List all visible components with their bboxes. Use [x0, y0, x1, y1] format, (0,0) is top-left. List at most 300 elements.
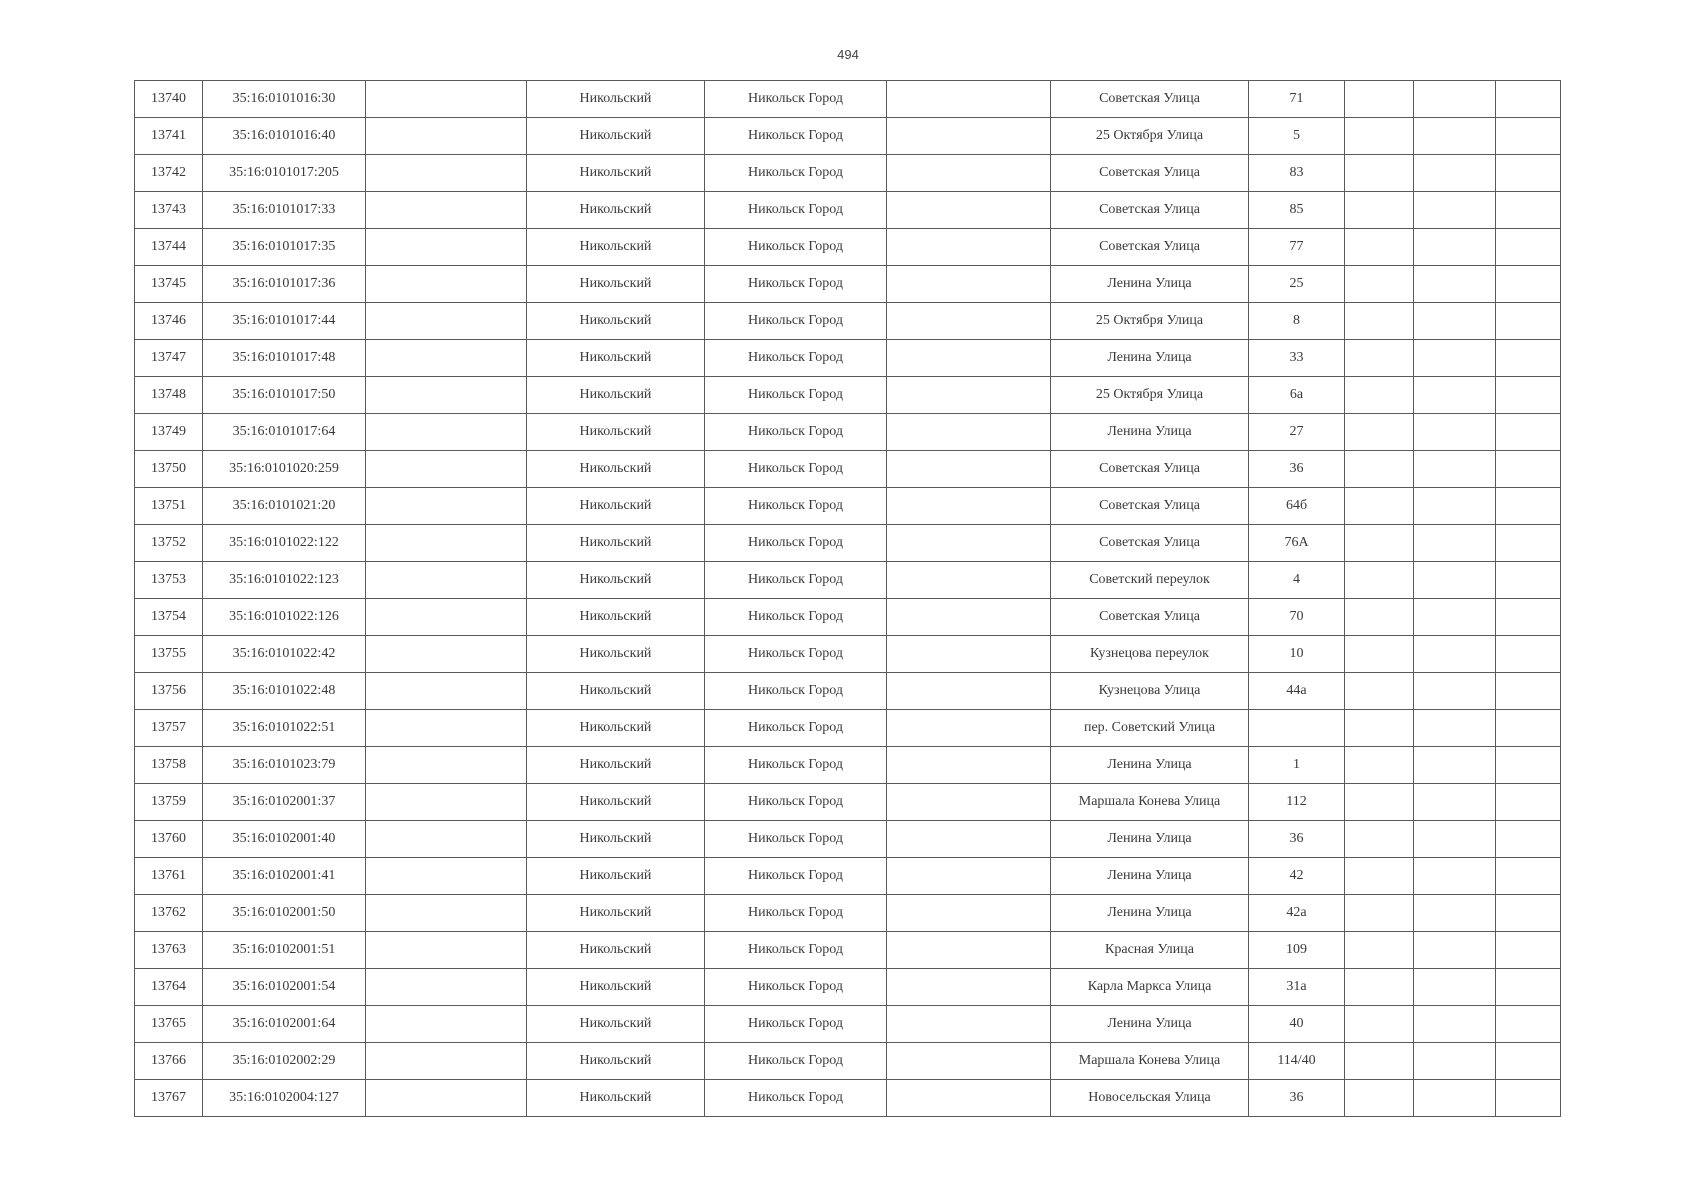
house-number-cell: [1249, 710, 1345, 747]
table-row: [135, 192, 1561, 229]
blank-col-6-cell: [887, 266, 1051, 303]
cadastral-number-cell: 35:16:0102001:54: [203, 969, 366, 1006]
cadastral-number-cell: 35:16:0101016:30: [203, 81, 366, 118]
blank-col-3-cell: [366, 525, 527, 562]
cadastral-number-cell: 35:16:0102001:40: [203, 821, 366, 858]
record-number-cell: 13748: [135, 377, 203, 414]
locality-cell: Никольск Город: [705, 710, 887, 747]
blank-col-9-cell: [1345, 155, 1414, 192]
blank-col-3-cell: [366, 710, 527, 747]
table-row: [135, 81, 1561, 118]
blank-col-9-cell: [1345, 488, 1414, 525]
district-cell: Никольский: [527, 895, 705, 932]
blank-col-10-cell: [1414, 821, 1496, 858]
blank-col-10-cell: [1414, 229, 1496, 266]
table-row: [135, 895, 1561, 932]
district-cell: Никольский: [527, 1080, 705, 1117]
blank-col-9-cell: [1345, 895, 1414, 932]
blank-col-10-cell: [1414, 932, 1496, 969]
blank-col-9-cell: [1345, 1006, 1414, 1043]
blank-col-6-cell: [887, 1043, 1051, 1080]
blank-col-11-cell: [1496, 895, 1561, 932]
district-cell: Никольский: [527, 821, 705, 858]
locality-cell: Никольск Город: [705, 266, 887, 303]
blank-col-3-cell: [366, 1043, 527, 1080]
blank-col-3-cell: [366, 451, 527, 488]
blank-col-11-cell: [1496, 303, 1561, 340]
blank-col-11-cell: [1496, 340, 1561, 377]
cadastral-number-cell: 35:16:0101017:33: [203, 192, 366, 229]
locality-cell: Никольск Город: [705, 340, 887, 377]
district-cell: Никольский: [527, 932, 705, 969]
street-cell: Ленина Улица: [1051, 340, 1249, 377]
blank-col-6-cell: [887, 229, 1051, 266]
table-row: [135, 784, 1561, 821]
record-number-cell: 13741: [135, 118, 203, 155]
blank-col-11-cell: [1496, 1080, 1561, 1117]
blank-col-3-cell: [366, 81, 527, 118]
blank-col-9-cell: [1345, 303, 1414, 340]
table-row: [135, 155, 1561, 192]
cadastral-number-cell: 35:16:0102002:29: [203, 1043, 366, 1080]
street-cell: Советская Улица: [1051, 192, 1249, 229]
blank-col-6-cell: [887, 784, 1051, 821]
page-number: 494: [837, 47, 859, 62]
blank-col-10-cell: [1414, 1043, 1496, 1080]
blank-col-11-cell: [1496, 414, 1561, 451]
blank-col-9-cell: [1345, 784, 1414, 821]
locality-cell: Никольск Город: [705, 525, 887, 562]
house-number-cell: 71: [1249, 81, 1345, 118]
cadastral-number-cell: 35:16:0102001:51: [203, 932, 366, 969]
blank-col-11-cell: [1496, 969, 1561, 1006]
blank-col-11-cell: [1496, 747, 1561, 784]
locality-cell: Никольск Город: [705, 414, 887, 451]
blank-col-9-cell: [1345, 192, 1414, 229]
blank-col-11-cell: [1496, 229, 1561, 266]
table-row: [135, 858, 1561, 895]
blank-col-9-cell: [1345, 858, 1414, 895]
district-cell: Никольский: [527, 155, 705, 192]
street-cell: Советская Улица: [1051, 229, 1249, 266]
street-cell: пер. Советский Улица: [1051, 710, 1249, 747]
blank-col-3-cell: [366, 784, 527, 821]
table-row: [135, 932, 1561, 969]
locality-cell: Никольск Город: [705, 636, 887, 673]
street-cell: Советская Улица: [1051, 599, 1249, 636]
blank-col-10-cell: [1414, 895, 1496, 932]
cadastral-number-cell: 35:16:0101017:48: [203, 340, 366, 377]
register-body: [135, 81, 1561, 1117]
blank-col-3-cell: [366, 155, 527, 192]
record-number-cell: 13758: [135, 747, 203, 784]
cadastral-number-cell: 35:16:0101017:35: [203, 229, 366, 266]
cadastral-number-cell: 35:16:0102001:41: [203, 858, 366, 895]
house-number-cell: 1: [1249, 747, 1345, 784]
cadastral-number-cell: 35:16:0102001:64: [203, 1006, 366, 1043]
locality-cell: Никольск Город: [705, 81, 887, 118]
blank-col-11-cell: [1496, 81, 1561, 118]
district-cell: Никольский: [527, 673, 705, 710]
blank-col-3-cell: [366, 488, 527, 525]
locality-cell: Никольск Город: [705, 451, 887, 488]
blank-col-10-cell: [1414, 303, 1496, 340]
blank-col-11-cell: [1496, 710, 1561, 747]
record-number-cell: 13743: [135, 192, 203, 229]
district-cell: Никольский: [527, 414, 705, 451]
locality-cell: Никольск Город: [705, 1006, 887, 1043]
record-number-cell: 13751: [135, 488, 203, 525]
cadastral-number-cell: 35:16:0101017:64: [203, 414, 366, 451]
blank-col-3-cell: [366, 1006, 527, 1043]
street-cell: Советская Улица: [1051, 488, 1249, 525]
table-row: [135, 710, 1561, 747]
street-cell: Ленина Улица: [1051, 821, 1249, 858]
house-number-cell: 112: [1249, 784, 1345, 821]
blank-col-6-cell: [887, 895, 1051, 932]
cadastral-number-cell: 35:16:0102001:37: [203, 784, 366, 821]
district-cell: Никольский: [527, 969, 705, 1006]
blank-col-10-cell: [1414, 747, 1496, 784]
table-row: [135, 266, 1561, 303]
street-cell: Маршала Конева Улица: [1051, 784, 1249, 821]
cadastral-number-cell: 35:16:0101017:50: [203, 377, 366, 414]
blank-col-10-cell: [1414, 710, 1496, 747]
district-cell: Никольский: [527, 1006, 705, 1043]
table-row: [135, 414, 1561, 451]
blank-col-10-cell: [1414, 673, 1496, 710]
locality-cell: Никольск Город: [705, 118, 887, 155]
blank-col-9-cell: [1345, 525, 1414, 562]
house-number-cell: 36: [1249, 1080, 1345, 1117]
blank-col-9-cell: [1345, 673, 1414, 710]
locality-cell: Никольск Город: [705, 1080, 887, 1117]
blank-col-3-cell: [366, 118, 527, 155]
table-row: [135, 747, 1561, 784]
record-number-cell: 13740: [135, 81, 203, 118]
blank-col-10-cell: [1414, 81, 1496, 118]
table-row: [135, 525, 1561, 562]
record-number-cell: 13766: [135, 1043, 203, 1080]
street-cell: Советская Улица: [1051, 81, 1249, 118]
street-cell: Ленина Улица: [1051, 895, 1249, 932]
blank-col-3-cell: [366, 932, 527, 969]
cadastral-number-cell: 35:16:0101016:40: [203, 118, 366, 155]
record-number-cell: 13749: [135, 414, 203, 451]
blank-col-10-cell: [1414, 1080, 1496, 1117]
blank-col-10-cell: [1414, 784, 1496, 821]
cadastral-number-cell: 35:16:0101022:42: [203, 636, 366, 673]
locality-cell: Никольск Город: [705, 155, 887, 192]
blank-col-3-cell: [366, 303, 527, 340]
table-row: [135, 969, 1561, 1006]
district-cell: Никольский: [527, 266, 705, 303]
blank-col-10-cell: [1414, 340, 1496, 377]
record-number-cell: 13744: [135, 229, 203, 266]
blank-col-11-cell: [1496, 1006, 1561, 1043]
blank-col-6-cell: [887, 932, 1051, 969]
blank-col-3-cell: [366, 858, 527, 895]
blank-col-9-cell: [1345, 1043, 1414, 1080]
blank-col-10-cell: [1414, 414, 1496, 451]
cadastral-number-cell: 35:16:0101020:259: [203, 451, 366, 488]
street-cell: 25 Октября Улица: [1051, 377, 1249, 414]
blank-col-6-cell: [887, 525, 1051, 562]
blank-col-10-cell: [1414, 525, 1496, 562]
blank-col-6-cell: [887, 969, 1051, 1006]
record-number-cell: 13746: [135, 303, 203, 340]
blank-col-10-cell: [1414, 488, 1496, 525]
blank-col-3-cell: [366, 747, 527, 784]
district-cell: Никольский: [527, 784, 705, 821]
district-cell: Никольский: [527, 858, 705, 895]
blank-col-11-cell: [1496, 673, 1561, 710]
district-cell: Никольский: [527, 340, 705, 377]
district-cell: Никольский: [527, 525, 705, 562]
table-row: [135, 673, 1561, 710]
blank-col-9-cell: [1345, 636, 1414, 673]
blank-col-6-cell: [887, 1006, 1051, 1043]
blank-col-10-cell: [1414, 1006, 1496, 1043]
blank-col-11-cell: [1496, 118, 1561, 155]
blank-col-3-cell: [366, 895, 527, 932]
record-number-cell: 13757: [135, 710, 203, 747]
blank-col-9-cell: [1345, 747, 1414, 784]
record-number-cell: 13763: [135, 932, 203, 969]
blank-col-10-cell: [1414, 636, 1496, 673]
street-cell: Маршала Конева Улица: [1051, 1043, 1249, 1080]
house-number-cell: 33: [1249, 340, 1345, 377]
locality-cell: Никольск Город: [705, 747, 887, 784]
blank-col-9-cell: [1345, 969, 1414, 1006]
blank-col-9-cell: [1345, 599, 1414, 636]
locality-cell: Никольск Город: [705, 377, 887, 414]
blank-col-9-cell: [1345, 710, 1414, 747]
house-number-cell: 85: [1249, 192, 1345, 229]
street-cell: Ленина Улица: [1051, 266, 1249, 303]
table-row: [135, 377, 1561, 414]
record-number-cell: 13745: [135, 266, 203, 303]
house-number-cell: 77: [1249, 229, 1345, 266]
house-number-cell: 109: [1249, 932, 1345, 969]
blank-col-11-cell: [1496, 377, 1561, 414]
blank-col-3-cell: [366, 340, 527, 377]
blank-col-6-cell: [887, 821, 1051, 858]
table-row: [135, 229, 1561, 266]
blank-col-6-cell: [887, 192, 1051, 229]
cadastral-number-cell: 35:16:0101022:123: [203, 562, 366, 599]
blank-col-3-cell: [366, 969, 527, 1006]
blank-col-9-cell: [1345, 118, 1414, 155]
record-number-cell: 13752: [135, 525, 203, 562]
locality-cell: Никольск Город: [705, 229, 887, 266]
locality-cell: Никольск Город: [705, 895, 887, 932]
house-number-cell: 36: [1249, 821, 1345, 858]
street-cell: Красная Улица: [1051, 932, 1249, 969]
register-table: [134, 80, 1561, 1117]
house-number-cell: 4: [1249, 562, 1345, 599]
street-cell: Ленина Улица: [1051, 858, 1249, 895]
cadastral-number-cell: 35:16:0101022:122: [203, 525, 366, 562]
house-number-cell: 42а: [1249, 895, 1345, 932]
locality-cell: Никольск Город: [705, 303, 887, 340]
blank-col-6-cell: [887, 377, 1051, 414]
street-cell: Кузнецова переулок: [1051, 636, 1249, 673]
district-cell: Никольский: [527, 1043, 705, 1080]
record-number-cell: 13764: [135, 969, 203, 1006]
table-row: [135, 1080, 1561, 1117]
record-number-cell: 13767: [135, 1080, 203, 1117]
record-number-cell: 13753: [135, 562, 203, 599]
district-cell: Никольский: [527, 81, 705, 118]
house-number-cell: 5: [1249, 118, 1345, 155]
blank-col-10-cell: [1414, 858, 1496, 895]
table-row: [135, 303, 1561, 340]
street-cell: Кузнецова Улица: [1051, 673, 1249, 710]
table-row: [135, 821, 1561, 858]
table-row: [135, 1043, 1561, 1080]
blank-col-10-cell: [1414, 118, 1496, 155]
blank-col-10-cell: [1414, 599, 1496, 636]
blank-col-3-cell: [366, 414, 527, 451]
blank-col-9-cell: [1345, 377, 1414, 414]
blank-col-9-cell: [1345, 562, 1414, 599]
blank-col-11-cell: [1496, 451, 1561, 488]
locality-cell: Никольск Город: [705, 488, 887, 525]
blank-col-9-cell: [1345, 81, 1414, 118]
locality-cell: Никольск Город: [705, 1043, 887, 1080]
blank-col-10-cell: [1414, 192, 1496, 229]
blank-col-9-cell: [1345, 932, 1414, 969]
blank-col-6-cell: [887, 636, 1051, 673]
blank-col-11-cell: [1496, 932, 1561, 969]
table-row: [135, 118, 1561, 155]
street-cell: 25 Октября Улица: [1051, 118, 1249, 155]
street-cell: Ленина Улица: [1051, 1006, 1249, 1043]
district-cell: Никольский: [527, 303, 705, 340]
street-cell: Советская Улица: [1051, 451, 1249, 488]
district-cell: Никольский: [527, 636, 705, 673]
locality-cell: Никольск Город: [705, 784, 887, 821]
blank-col-6-cell: [887, 118, 1051, 155]
blank-col-9-cell: [1345, 1080, 1414, 1117]
record-number-cell: 13747: [135, 340, 203, 377]
table-row: [135, 340, 1561, 377]
blank-col-6-cell: [887, 303, 1051, 340]
district-cell: Никольский: [527, 377, 705, 414]
house-number-cell: 114/40: [1249, 1043, 1345, 1080]
table-row: [135, 451, 1561, 488]
record-number-cell: 13750: [135, 451, 203, 488]
record-number-cell: 13742: [135, 155, 203, 192]
blank-col-11-cell: [1496, 784, 1561, 821]
district-cell: Никольский: [527, 599, 705, 636]
street-cell: Советская Улица: [1051, 525, 1249, 562]
blank-col-11-cell: [1496, 821, 1561, 858]
record-number-cell: 13756: [135, 673, 203, 710]
house-number-cell: 6а: [1249, 377, 1345, 414]
table-row: [135, 562, 1561, 599]
record-number-cell: 13755: [135, 636, 203, 673]
blank-col-3-cell: [366, 562, 527, 599]
cadastral-number-cell: 35:16:0101023:79: [203, 747, 366, 784]
blank-col-6-cell: [887, 710, 1051, 747]
street-cell: Новосельская Улица: [1051, 1080, 1249, 1117]
blank-col-9-cell: [1345, 414, 1414, 451]
blank-col-10-cell: [1414, 562, 1496, 599]
record-number-cell: 13761: [135, 858, 203, 895]
blank-col-6-cell: [887, 414, 1051, 451]
district-cell: Никольский: [527, 747, 705, 784]
blank-col-6-cell: [887, 747, 1051, 784]
district-cell: Никольский: [527, 118, 705, 155]
house-number-cell: 83: [1249, 155, 1345, 192]
cadastral-number-cell: 35:16:0101017:205: [203, 155, 366, 192]
street-cell: Ленина Улица: [1051, 747, 1249, 784]
locality-cell: Никольск Город: [705, 673, 887, 710]
street-cell: Ленина Улица: [1051, 414, 1249, 451]
blank-col-3-cell: [366, 599, 527, 636]
street-cell: Советский переулок: [1051, 562, 1249, 599]
blank-col-3-cell: [366, 1080, 527, 1117]
blank-col-9-cell: [1345, 451, 1414, 488]
street-cell: Советская Улица: [1051, 155, 1249, 192]
cadastral-number-cell: 35:16:0101022:51: [203, 710, 366, 747]
blank-col-3-cell: [366, 229, 527, 266]
house-number-cell: 27: [1249, 414, 1345, 451]
blank-col-11-cell: [1496, 858, 1561, 895]
blank-col-6-cell: [887, 488, 1051, 525]
cadastral-number-cell: 35:16:0101022:48: [203, 673, 366, 710]
blank-col-6-cell: [887, 858, 1051, 895]
blank-col-3-cell: [366, 821, 527, 858]
record-number-cell: 13759: [135, 784, 203, 821]
blank-col-11-cell: [1496, 525, 1561, 562]
blank-col-6-cell: [887, 1080, 1051, 1117]
cadastral-number-cell: 35:16:0101022:126: [203, 599, 366, 636]
locality-cell: Никольск Город: [705, 562, 887, 599]
blank-col-9-cell: [1345, 266, 1414, 303]
blank-col-11-cell: [1496, 636, 1561, 673]
district-cell: Никольский: [527, 229, 705, 266]
record-number-cell: 13754: [135, 599, 203, 636]
cadastral-number-cell: 35:16:0102001:50: [203, 895, 366, 932]
house-number-cell: 8: [1249, 303, 1345, 340]
house-number-cell: 76А: [1249, 525, 1345, 562]
locality-cell: Никольск Город: [705, 821, 887, 858]
table-row: [135, 1006, 1561, 1043]
house-number-cell: 42: [1249, 858, 1345, 895]
house-number-cell: 31а: [1249, 969, 1345, 1006]
cadastral-number-cell: 35:16:0101017:44: [203, 303, 366, 340]
cadastral-number-cell: 35:16:0101017:36: [203, 266, 366, 303]
district-cell: Никольский: [527, 710, 705, 747]
blank-col-11-cell: [1496, 599, 1561, 636]
cadastral-number-cell: 35:16:0101021:20: [203, 488, 366, 525]
locality-cell: Никольск Город: [705, 932, 887, 969]
locality-cell: Никольск Город: [705, 858, 887, 895]
blank-col-11-cell: [1496, 488, 1561, 525]
district-cell: Никольский: [527, 451, 705, 488]
house-number-cell: 36: [1249, 451, 1345, 488]
blank-col-9-cell: [1345, 340, 1414, 377]
house-number-cell: 10: [1249, 636, 1345, 673]
locality-cell: Никольск Город: [705, 192, 887, 229]
blank-col-6-cell: [887, 562, 1051, 599]
district-cell: Никольский: [527, 192, 705, 229]
house-number-cell: 44а: [1249, 673, 1345, 710]
blank-col-10-cell: [1414, 266, 1496, 303]
